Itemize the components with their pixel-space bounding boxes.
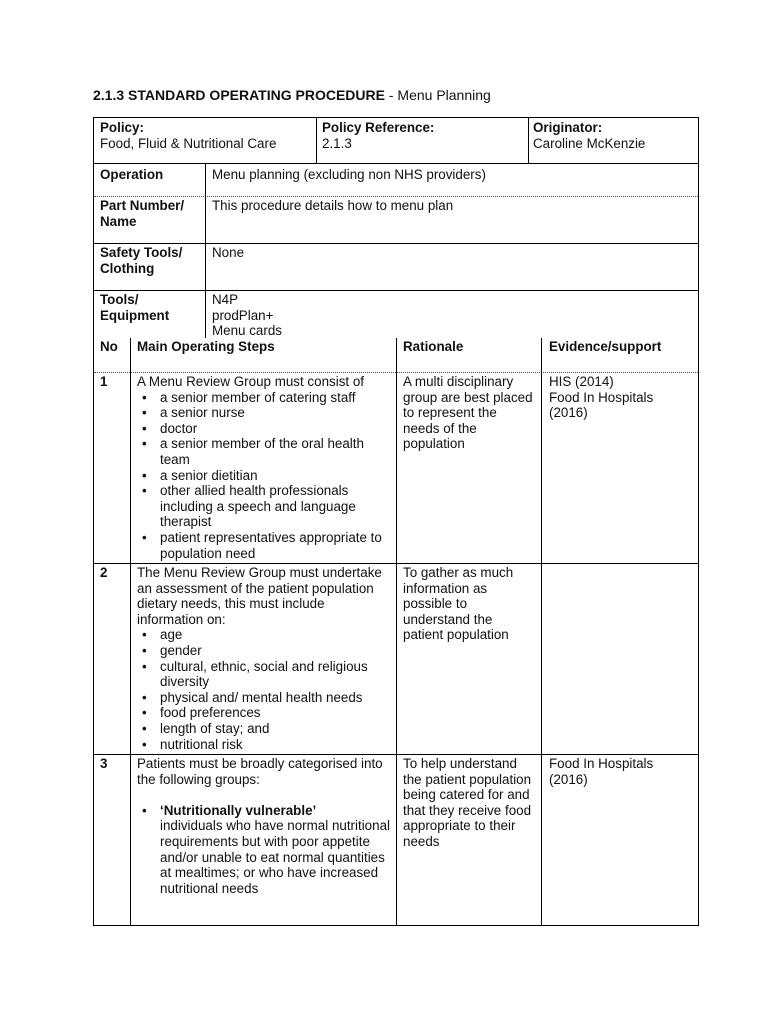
part-value: This procedure details how to menu plan [212,198,454,213]
list-item: • food preferences [137,705,391,721]
title-rest: - Menu Planning [384,87,491,103]
rule [94,243,698,244]
operation-value: Menu planning (excluding non NHS providers) [212,167,486,182]
safety-label-line: Safety Tools/ [100,245,183,260]
bullet-text: individuals who have normal nutritional requirements but with poor appetite and/or unable to eat normal quantities at mealtimes; or who have increased nutritional needs [160,818,391,896]
col-no-header: No [100,339,118,354]
safety-label-line: Clothing [100,260,155,276]
list-item: • other allied health professionals including a speech and language therapist [137,483,391,530]
title-bold: 2.1.3 STANDARD OPERATING PROCEDURE [93,87,385,103]
part-label [100,198,184,229]
step-intro: A Menu Review Group must consist of [137,374,364,389]
list-item: • age [137,627,391,643]
rule [396,338,397,926]
list-item [137,803,391,897]
rule [94,163,698,164]
evidence-item: Food In Hospitals (2016) [549,756,654,787]
evidence-item: Food In Hospitals (2016) [549,389,654,421]
part-label-line: Part Number/ [100,198,185,213]
operation-label: Operation [100,167,164,182]
sop-table [93,117,699,926]
list-item: • gender [137,643,391,659]
reference-value: 2.1.3 [322,135,352,151]
rule [541,338,542,926]
tools-label [100,292,169,323]
list-item: • physical and/ mental health needs [137,690,391,706]
step-evidence [549,374,689,421]
part-label-line: Name [100,213,137,229]
step-rationale: A multi disciplinary group are best placed to represent the needs of the population [403,374,533,452]
step-bullet-list [137,803,391,897]
list-item: • nutritional risk [137,737,391,753]
col-evidence-header: Evidence/support [549,339,662,354]
originator-value: Caroline McKenzie [533,135,646,151]
bullet-bold: ‘Nutritionally vulnerable’ [160,802,317,818]
policy-value: Food, Fluid & Nutritional Care [100,135,277,151]
tools-value: N4P [212,292,239,307]
list-item: • a senior member of catering staff [137,390,391,406]
rule [94,196,698,197]
step-text [137,756,391,896]
list-item: • a senior dietitian [137,468,391,484]
step-bullet-list [137,390,391,562]
tools-value: Menu cards [212,323,282,339]
originator-cell [533,120,645,151]
rule [316,118,317,163]
step-bullet-list [137,627,391,752]
rule [205,163,206,338]
rule [130,338,131,926]
tools-label-line: Equipment [100,307,170,323]
safety-label [100,245,182,276]
col-steps-header: Main Operating Steps [137,339,275,354]
list-item: • a senior nurse [137,405,391,421]
reference-label: Policy Reference: [322,120,435,135]
tools-label-line: Tools/ [100,292,139,307]
step-number: 2 [100,565,108,580]
originator-label: Originator: [533,120,603,135]
step-text [137,565,391,752]
reference-cell [322,120,434,151]
step-rationale: To help understand the patient population being catered for and that they receive food appropriate to their needs [403,756,532,849]
step-rationale: To gather as much information as possible to understand the patient population [403,565,514,643]
step-number: 1 [100,374,108,389]
step-intro: Patients must be broadly categorised into the following groups: [137,756,383,787]
step-intro: The Menu Review Group must undertake an assessment of the patient population dietary needs, this must include information on: [137,565,382,627]
step-text [137,374,391,561]
list-item: • doctor [137,421,391,437]
step-evidence [549,756,689,787]
col-rationale-header: Rationale [403,339,464,354]
step-number: 3 [100,756,108,771]
policy-label: Policy: [100,120,144,135]
rule [94,290,698,291]
evidence-item: HIS (2014) [549,374,614,389]
policy-cell [100,120,276,151]
tools-value: prodPlan+ [212,307,274,323]
list-item: • patient representatives appropriate to population need [137,530,391,561]
list-item: • cultural, ethnic, social and religious diversity [137,659,391,690]
list-item: • length of stay; and [137,721,391,737]
safety-value: None [212,245,245,260]
list-item: • a senior member of the oral health team [137,436,391,467]
page-title [93,87,491,103]
tools-values [212,292,282,339]
rule [528,118,529,163]
